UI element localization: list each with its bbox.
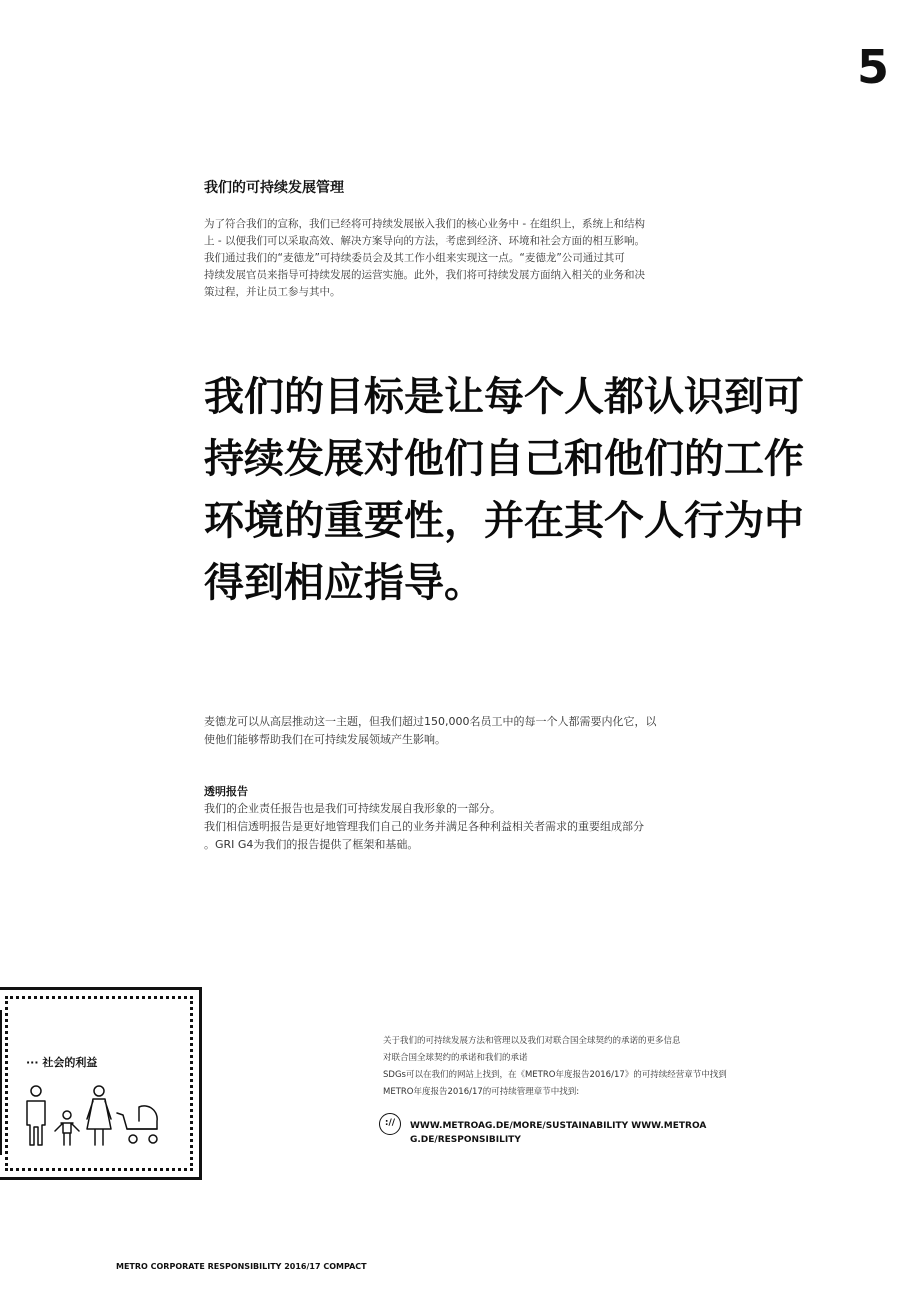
info-line: METRO年度报告2016/17的可持续管理章节中找到: — [383, 1087, 580, 1097]
page-number: 5 — [856, 40, 889, 94]
transparent-reporting-body — [204, 800, 704, 854]
url-line[interactable]: WWW.METROAG.DE/MORE/SUSTAINABILITY WWW.METROA — [410, 1121, 707, 1131]
link-icon: :// — [379, 1113, 401, 1135]
society-benefit-title: ··· 社会的利益 — [26, 1056, 98, 1069]
pull-quote — [204, 366, 844, 614]
more-info-text — [383, 1033, 763, 1101]
transparent-reporting-title: 透明报告 — [204, 785, 248, 798]
intro-paragraph — [204, 216, 716, 301]
intro-line: 为了符合我们的宣称，我们已经将可持续发展嵌入我们的核心业务中 - 在组织上，系统上和结构 — [204, 218, 645, 230]
quote-line: 持续发展对他们自己和他们的工作 — [204, 436, 804, 482]
paragraph-line: 使他们能够帮助我们在可持续发展领域产生影响。 — [204, 733, 446, 746]
quote-line: 环境的重要性，并在其个人行为中 — [204, 498, 804, 544]
paragraph-line: 我们相信透明报告是更好地管理我们自己的业务并满足各种利益相关者需求的重要组成部分 — [204, 820, 644, 833]
intro-line: 我们通过我们的“麦德龙”可持续委员会及其工作小组来实现这一点。“麦德龙”公司通过其可 — [204, 252, 625, 264]
info-line: 关于我们的可持续发展方法和管理以及我们对联合国全球契约的承诺的更多信息 — [383, 1036, 681, 1046]
intro-line: 上 - 以便我们可以采取高效、解决方案导向的方法，考虑到经济、环境和社会方面的相互影响。 — [204, 235, 645, 247]
quote-line: 我们的目标是让每个人都认识到可 — [204, 374, 804, 420]
section-title: 我们的可持续发展管理 — [204, 180, 344, 196]
family-icon — [21, 1085, 171, 1147]
paragraph-line: 。GRI G4为我们的报告提供了框架和基础。 — [204, 838, 419, 851]
url-line[interactable]: G.DE/RESPONSIBILITY — [410, 1135, 521, 1145]
box-accent-bar — [0, 1010, 2, 1155]
intro-line: 持续发展官员来指导可持续发展的运营实施。此外，我们将可持续发展方面纳入相关的业务和决 — [204, 269, 645, 281]
info-line: SDGs可以在我们的网站上找到，在《METRO年度报告2016/17》的可持续经营章节中找到 — [383, 1070, 727, 1080]
info-line: 对联合国全球契约的承诺和我们的承诺 — [383, 1053, 528, 1063]
website-link[interactable] — [410, 1119, 710, 1147]
paragraph-line: 我们的企业责任报告也是我们可持续发展自我形象的一部分。 — [204, 802, 501, 815]
paragraph-line: 麦德龙可以从高层推动这一主题，但我们超过150,000名员工中的每一个人都需要内化它，以 — [204, 715, 657, 728]
intro-line: 策过程，并让员工参与其中。 — [204, 286, 341, 298]
society-benefit-box — [0, 987, 202, 1180]
footer-text: METRO CORPORATE RESPONSIBILITY 2016/17 COMPACT — [116, 1262, 367, 1271]
quote-line: 得到相应指导。 — [204, 560, 484, 606]
internalisation-paragraph — [204, 713, 704, 749]
